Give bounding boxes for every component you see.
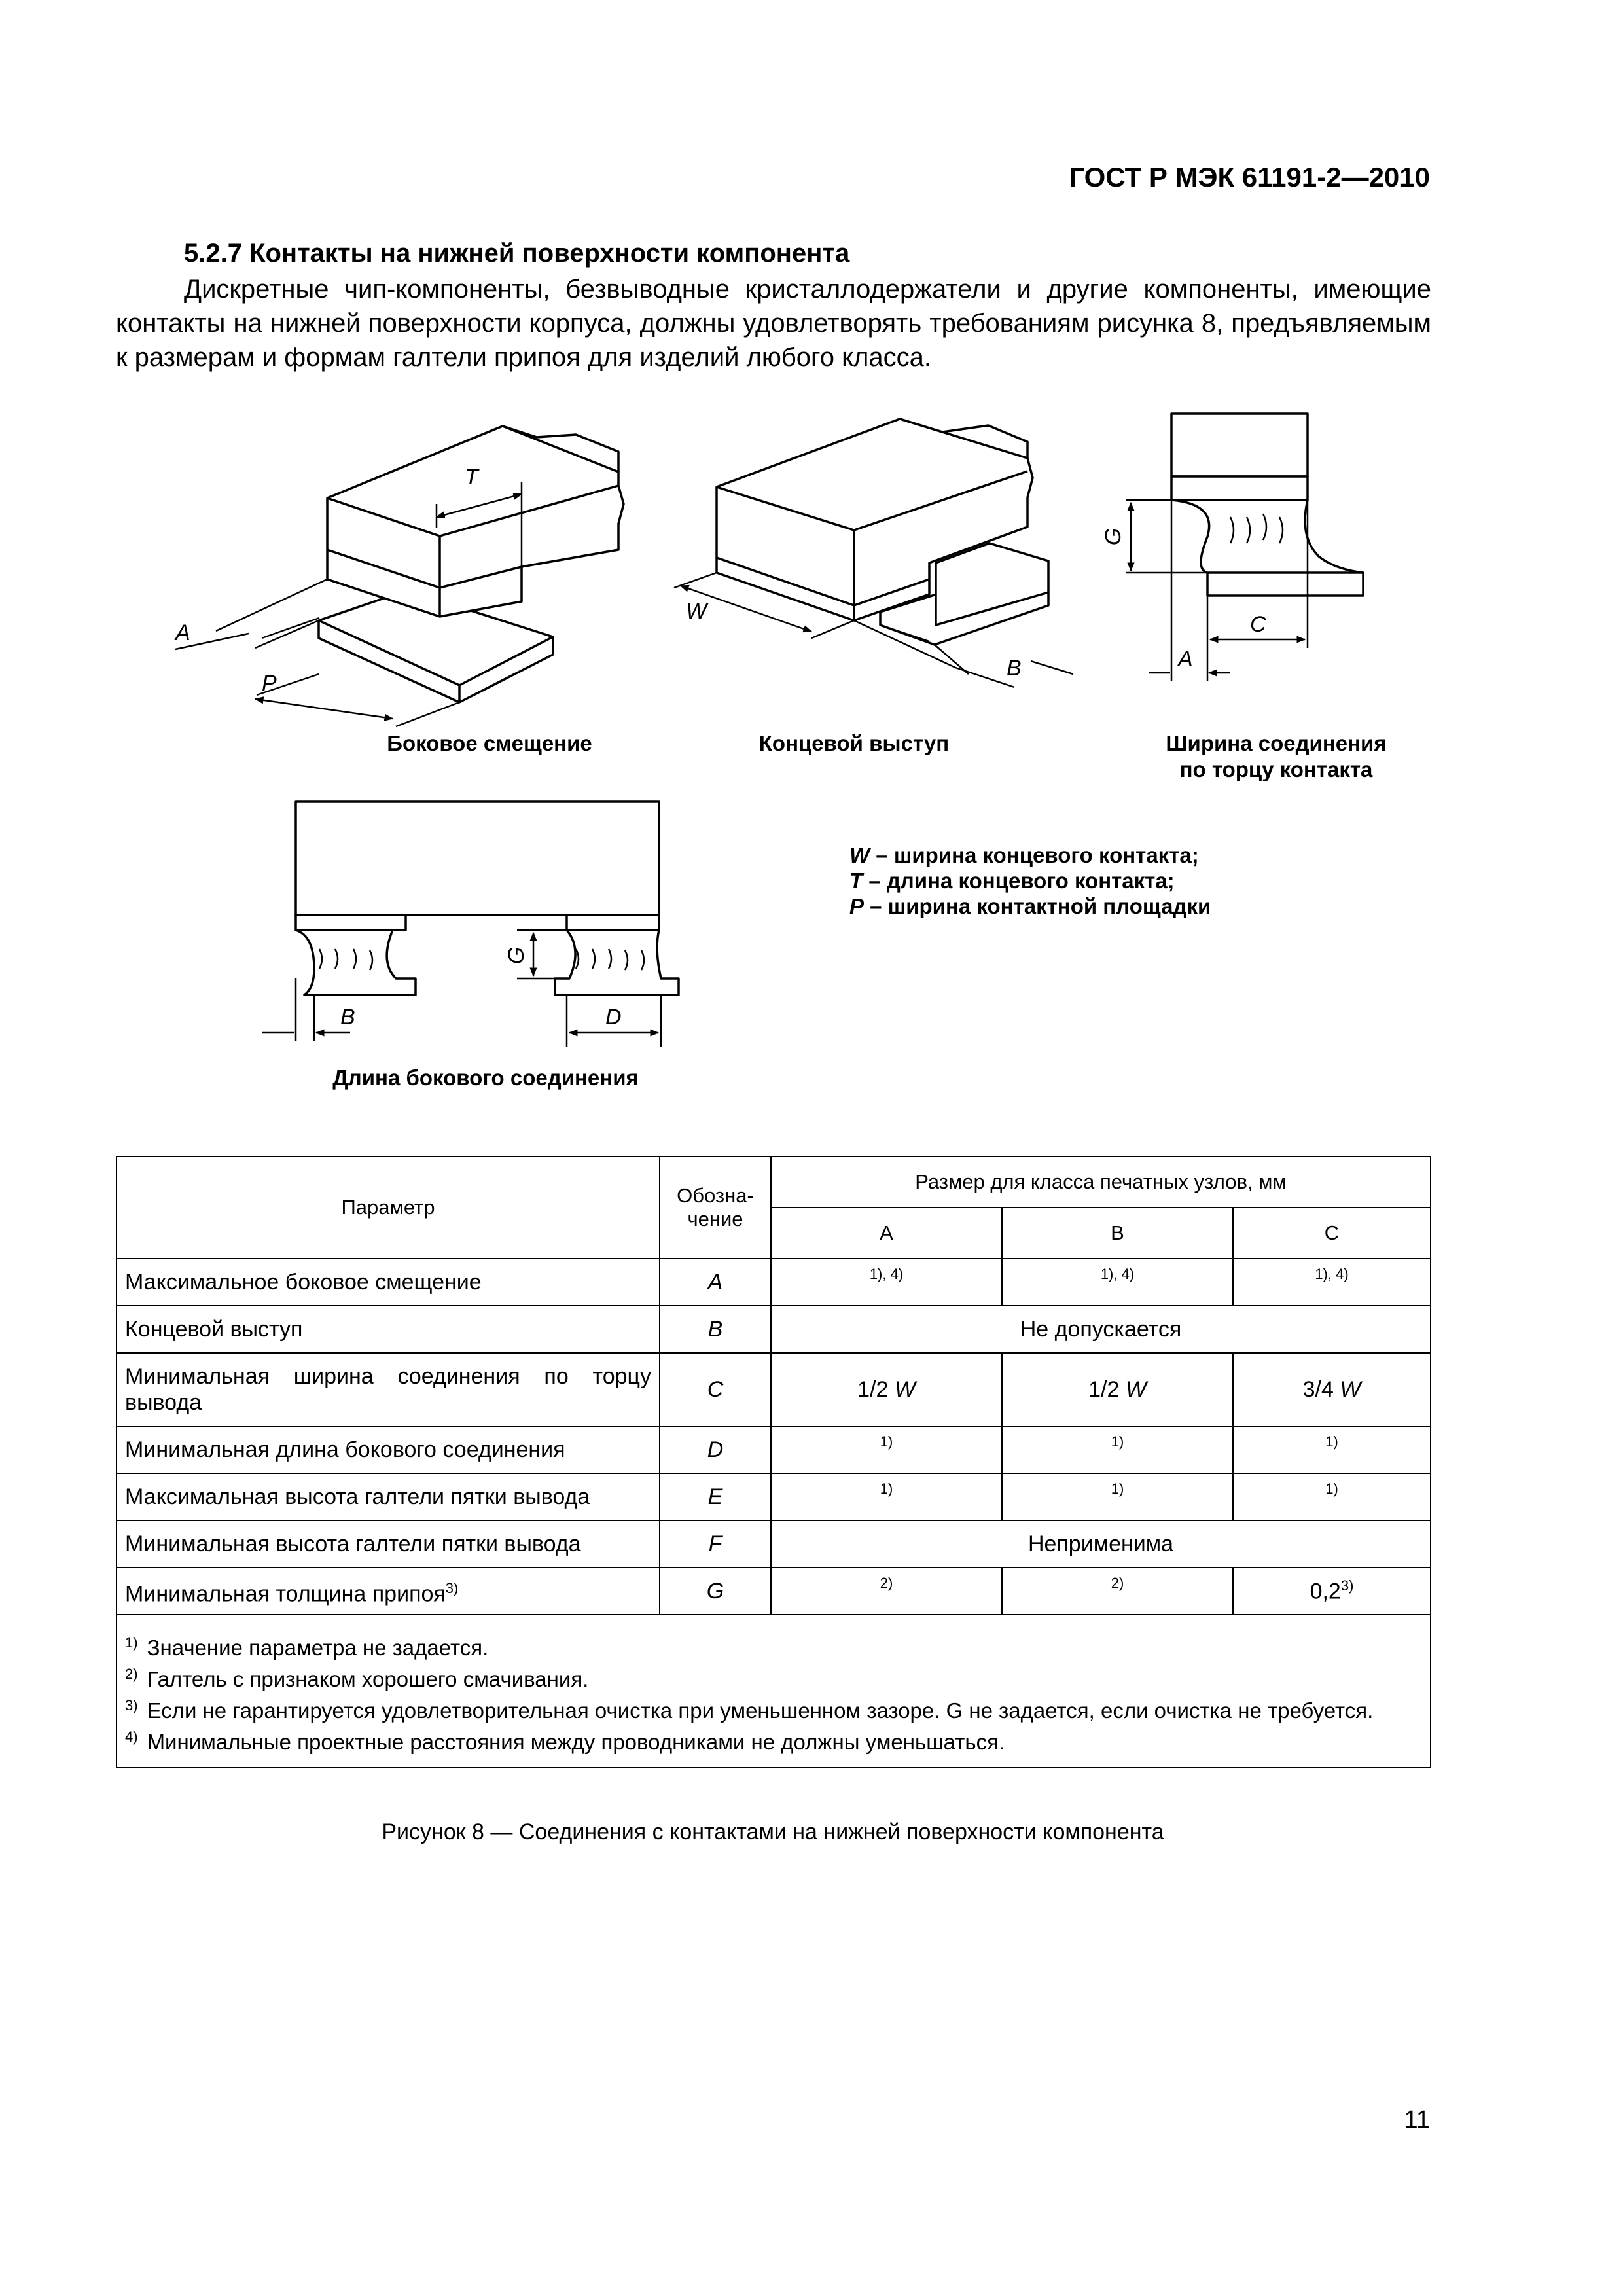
value-cell: 1) bbox=[1002, 1426, 1233, 1473]
value-cell: 1), 4) bbox=[1233, 1259, 1431, 1306]
caption-side-offset: Боковое смещение bbox=[387, 731, 592, 755]
dim-label-A: A bbox=[175, 620, 190, 645]
table-notes bbox=[116, 1615, 1431, 1768]
dim-label-T: T bbox=[465, 465, 478, 490]
col-header-symbol: Обозна-чение bbox=[660, 1157, 771, 1259]
page-number: 11 bbox=[1404, 2106, 1430, 2134]
dim-label-G-right: G bbox=[1101, 528, 1126, 546]
param-cell: Концевой выступ bbox=[116, 1306, 660, 1353]
caption-end-overhang: Концевой выступ bbox=[758, 731, 950, 755]
param-cell: Минимальная толщина припоя$^{3)}$ bbox=[116, 1568, 660, 1615]
param-cell: Максимальная высота галтели пятки вывода bbox=[116, 1473, 660, 1520]
table-row bbox=[116, 1353, 1431, 1426]
col-header-class-a: A bbox=[771, 1208, 1002, 1259]
section-heading: 5.2.7 Контакты на нижней поверхности компонента bbox=[184, 239, 850, 268]
end-joint-width-drawing bbox=[1126, 414, 1363, 681]
table-row bbox=[116, 1426, 1431, 1473]
col-header-class-b: B bbox=[1002, 1208, 1233, 1259]
intro-paragraph: Дискретные чип-компоненты, безвыводные кристаллодержатели и другие компоненты, имеющие контакты на нижней поверхности корпуса, должны удовлетворять требованиям рисунка 8, предъявляемым к размерам и формам галтели припоя для изделий любого класса. bbox=[116, 275, 1431, 372]
symbol-cell: C bbox=[660, 1353, 771, 1426]
dim-label-B-bottom: B bbox=[340, 1005, 355, 1030]
side-offset-drawing bbox=[175, 426, 624, 726]
figure-8-drawings bbox=[0, 0, 1623, 1126]
value-cell: 1), 4) bbox=[771, 1259, 1002, 1306]
param-cell: Минимальная высота галтели пятки вывода bbox=[116, 1520, 660, 1568]
table-row bbox=[116, 1568, 1431, 1615]
dim-label-D: D bbox=[605, 1005, 622, 1030]
table-row bbox=[116, 1306, 1431, 1353]
dim-label-G-bottom: G bbox=[504, 946, 529, 965]
caption-end-joint-width-1: Ширина соединения bbox=[1166, 731, 1387, 755]
param-cell: Минимальная длина бокового соединения bbox=[116, 1426, 660, 1473]
table-row bbox=[116, 1259, 1431, 1306]
param-cell: Максимальное боковое смещение bbox=[116, 1259, 660, 1306]
param-cell: Минимальная ширина соединения по торцу вывода bbox=[116, 1353, 660, 1426]
value-cell: 1) bbox=[1233, 1473, 1431, 1520]
value-cell: 1) bbox=[1233, 1426, 1431, 1473]
symbol-cell: D bbox=[660, 1426, 771, 1473]
merged-value-cell: Неприменима bbox=[771, 1520, 1431, 1568]
note-item: $^{1)}$ Значение параметра не задается. bbox=[125, 1634, 489, 1660]
value-cell: 1) bbox=[771, 1426, 1002, 1473]
document-code: ГОСТ Р МЭК 61191-2—2010 bbox=[1069, 162, 1430, 192]
col-header-size-group: Размер для класса печатных узлов, мм bbox=[771, 1157, 1431, 1208]
spec-table bbox=[116, 1156, 1431, 1768]
symbol-cell: F bbox=[660, 1520, 771, 1568]
legend-line-T: T – длина концевого контакта; bbox=[849, 869, 1175, 893]
caption-end-joint-width-2: по торцу контакта bbox=[1179, 757, 1373, 781]
dim-label-W: W bbox=[686, 599, 707, 624]
dim-label-A-right: A bbox=[1178, 647, 1193, 672]
value-cell: 1) bbox=[771, 1473, 1002, 1520]
dim-label-B-top: B bbox=[1007, 656, 1022, 681]
table-row bbox=[116, 1473, 1431, 1520]
symbol-cell: A bbox=[660, 1259, 771, 1306]
value-cell: 2) bbox=[771, 1568, 1002, 1615]
value-cell: 3/4 W bbox=[1233, 1353, 1431, 1426]
merged-value-cell: Не допускается bbox=[771, 1306, 1431, 1353]
symbol-cell: G bbox=[660, 1568, 771, 1615]
col-header-class-c: C bbox=[1233, 1208, 1431, 1259]
symbol-cell: B bbox=[660, 1306, 771, 1353]
note-item: $^{3)}$ Если не гарантируется удовлетворительная очистка при уменьшенном зазоре. G не задается, если очистка не требуется. bbox=[125, 1697, 1374, 1723]
dim-label-C: C bbox=[1250, 612, 1266, 637]
value-cell: 1) bbox=[1002, 1473, 1233, 1520]
table-row bbox=[116, 1520, 1431, 1568]
note-item: $^{4)}$ Минимальные проектные расстояния между проводниками не должны уменьшаться. bbox=[125, 1729, 1005, 1754]
note-item: $^{2)}$ Галтель с признаком хорошего смачивания. bbox=[125, 1666, 589, 1691]
col-header-param: Параметр bbox=[116, 1157, 660, 1259]
legend-line-P: P – ширина контактной площадки bbox=[849, 894, 1211, 918]
table-notes-row bbox=[116, 1615, 1431, 1768]
figure-caption: Рисунок 8 — Соединения с контактами на нижней поверхности компонента bbox=[382, 1820, 1164, 1844]
value-cell: 1/2 W bbox=[771, 1353, 1002, 1426]
symbol-cell: E bbox=[660, 1473, 771, 1520]
value-cell: 2) bbox=[1002, 1568, 1233, 1615]
value-cell: 0,2$^{3)}$ bbox=[1233, 1568, 1431, 1615]
legend-line-W: W – ширина концевого контакта; bbox=[849, 843, 1199, 867]
dim-label-P: P bbox=[262, 671, 277, 696]
value-cell: 1/2 W bbox=[1002, 1353, 1233, 1426]
end-overhang-drawing bbox=[674, 419, 1073, 687]
caption-side-joint-length: Длина бокового соединения bbox=[332, 1066, 639, 1090]
value-cell: 1), 4) bbox=[1002, 1259, 1233, 1306]
